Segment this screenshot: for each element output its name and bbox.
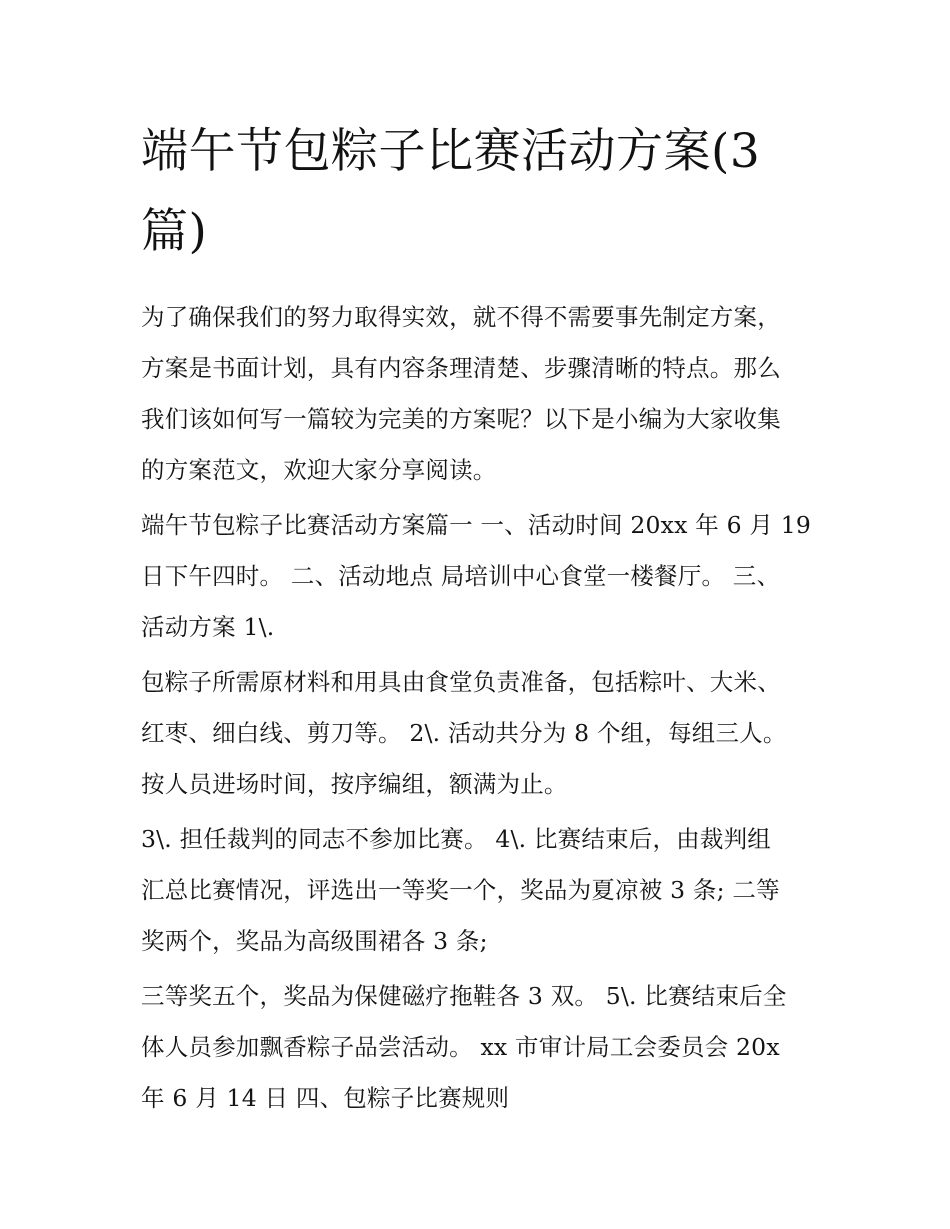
prizes-paragraph — [141, 971, 813, 1124]
text-line: 三等奖五个，奖品为保健磁疗拖鞋各 3 双。 5\. 比赛结束后全 — [141, 982, 787, 1010]
text-line: 按人员进场时间，按序编组，额满为止。 — [141, 770, 568, 798]
text-line: 汇总比赛情况，评选出一等奖一个，奖品为夏凉被 3 条; 二等 — [141, 876, 780, 904]
text-line: 的方案范文，欢迎大家分享阅读。 — [141, 456, 497, 484]
intro-paragraph — [141, 292, 813, 496]
title-line: 端午节包粽子比赛活动方案(3 — [141, 124, 761, 179]
text-line: 活动方案 1\. — [141, 613, 275, 641]
text-line: 年 6 月 14 日 四、包粽子比赛规则 — [141, 1084, 510, 1112]
text-line: 为了确保我们的努力取得实效，就不得不需要事先制定方案， — [141, 303, 781, 331]
judging-paragraph — [141, 814, 813, 967]
text-line: 方案是书面计划，具有内容条理清楚、步骤清晰的特点。那么 — [141, 354, 781, 382]
document-body — [141, 112, 813, 1124]
text-line: 红枣、细白线、剪刀等。 2\. 活动共分为 8 个组，每组三人。 — [141, 719, 787, 747]
text-line: 包粽子所需原材料和用具由食堂负责准备，包括粽叶、大米、 — [141, 668, 781, 696]
title-line: 篇) — [141, 204, 208, 259]
text-line: 日下午四时。 二、活动地点 局培训中心食堂一楼餐厅。 三、 — [141, 562, 781, 590]
text-line: 奖两个，奖品为高级围裙各 3 条; — [141, 927, 488, 955]
document-title — [141, 112, 813, 272]
text-line: 3\. 担任裁判的同志不参加比赛。 4\. 比赛结束后，由裁判组 — [141, 825, 771, 853]
section-one-paragraph — [141, 500, 813, 653]
text-line: 我们该如何写一篇较为完美的方案呢？以下是小编为大家收集 — [141, 405, 781, 433]
text-line: 体人员参加飘香粽子品尝活动。 xx 市审计局工会委员会 20x — [141, 1033, 780, 1061]
text-line: 端午节包粽子比赛活动方案篇一 一、活动时间 20xx 年 6 月 19 — [141, 511, 812, 539]
materials-paragraph — [141, 657, 813, 810]
